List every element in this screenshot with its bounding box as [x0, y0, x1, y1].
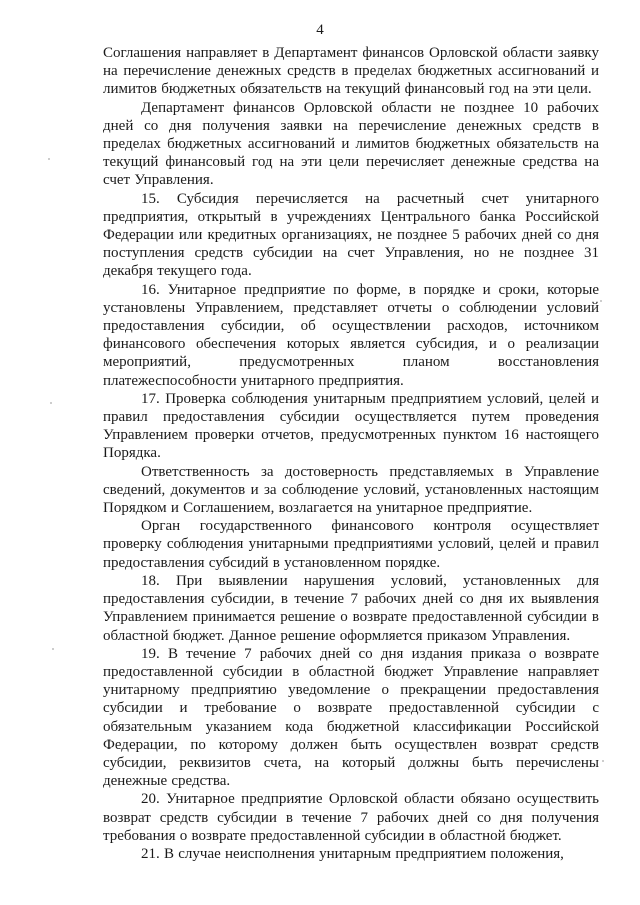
paragraph-item-17: 17. Проверка соблюдения унитарным предприятием условий, целей и правил предоставления субсидии осуществляется путем проведения Управлением проверки отчетов, предусмотренных пунктом 16 настоящего Порядка. [103, 390, 599, 462]
paragraph: Департамент финансов Орловской области не позднее 10 рабочих дней со дня получения заявки на перечисление денежных средств в пределах бюджетных ассигнований и лимитов бюджетных обязательств на текущий финансовый год на эти цели перечисляет денежные средства на счет Управления. [103, 99, 599, 189]
paragraph: Ответственность за достоверность представляемых в Управление сведений, документов и за соблюдение условий, установленных настоящим Порядком и Соглашением, возлагается на унитарное предприятие. [103, 463, 599, 517]
paragraph-item-19: 19. В течение 7 рабочих дней со дня издания приказа о возврате предоставленной субсидии в областной бюджет Управление направляет унитарному предприятию уведомление о прекращении предоставления субсидии и требование о возврате предоставленной субсидии с обязательным указанием кода бюджетной классификации Российской Федерации, по которому должен быть осуществлен возврат средств субсидии, реквизитов счета, на который должны быть перечислены денежные средства. [103, 645, 599, 790]
scan-speck [602, 760, 604, 762]
page-number: 4 [316, 22, 324, 38]
document-body [103, 44, 599, 863]
scan-speck [600, 300, 602, 302]
scan-speck [52, 648, 54, 650]
scan-speck [50, 402, 52, 404]
paragraph-item-16: 16. Унитарное предприятие по форме, в порядке и сроки, которые установлены Управлением, представляет отчеты о соблюдении условий предоставления субсидии, об осуществлении расходов, источником финансового обеспечения которых является субсидия, и о реализации мероприятий, предусмотренных планом восстановления платежеспособности унитарного предприятия. [103, 281, 599, 389]
paragraph: Орган государственного финансового контроля осуществляет проверку соблюдения унитарными предприятиями условий, целей и правил предоставления субсидий в установленном порядке. [103, 518, 599, 571]
paragraph-item-20: 20. Унитарное предприятие Орловской области обязано осуществить возврат средств субсидии в течение 7 рабочих дней со дня получения требования о возврате предоставленной субсидии в областной бюджет. [103, 791, 599, 844]
paragraph-item-15: 15. Субсидия перечисляется на расчетный счет унитарного предприятия, открытый в учреждениях Центрального банка Российской Федерации или кредитных организациях, не позднее 5 рабочих дней со дня поступления средств субсидии на счет Управления, но не позднее 31 декабря текущего года. [103, 190, 599, 280]
paragraph: Соглашения направляет в Департамент финансов Орловской области заявку на перечисление денежных средств в пределах бюджетных ассигнований и лимитов бюджетных обязательств на текущий финансовый год на эти цели. [103, 45, 599, 98]
scan-speck [48, 158, 50, 160]
paragraph-item-21: 21. В случае неисполнения унитарным предприятием положения, [141, 845, 564, 862]
paragraph-item-18: 18. При выявлении нарушения условий, установленных для предоставления субсидии, в течение 7 рабочих дней со дня их выявления Управлением принимается решение о возврате предоставленной субсидии в областной бюджет. Данное решение оформляется приказом Управления. [103, 572, 599, 644]
